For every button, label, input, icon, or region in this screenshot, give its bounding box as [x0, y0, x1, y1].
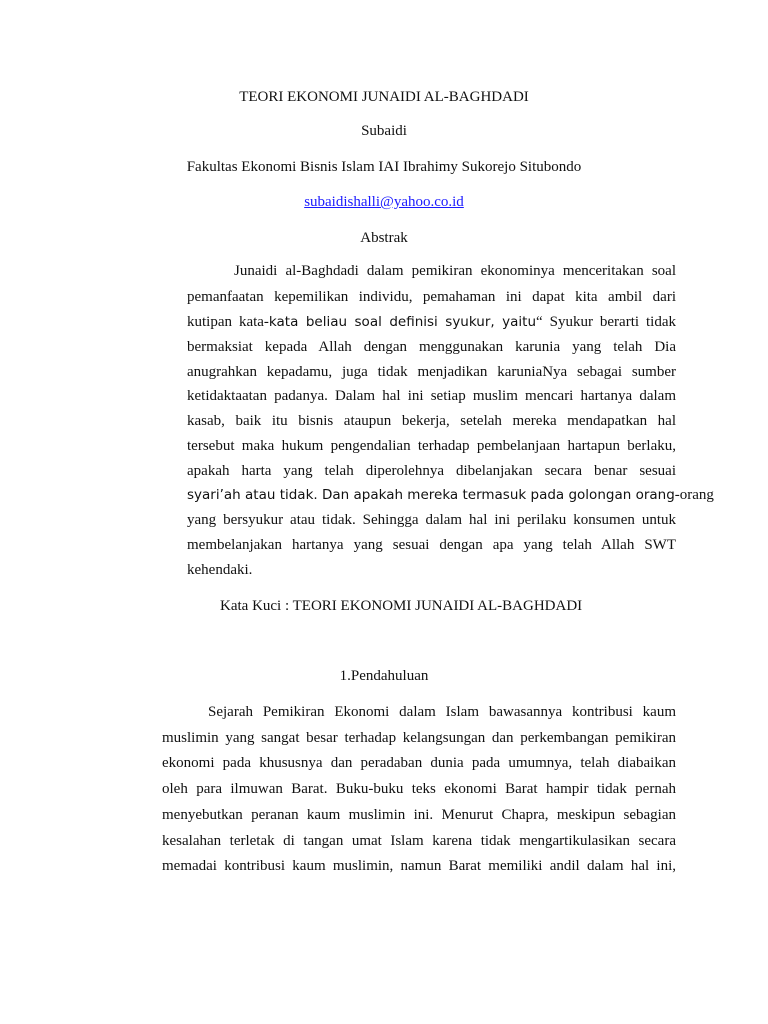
abstract-line: pemanfaatan kepemilikan individu, pemahaman ini dapat kita ambil dari	[187, 289, 676, 305]
abstract-line-part: “ Syukur berarti tidak	[536, 314, 676, 330]
body-line: menyebutkan peranan kaum muslimin ini. Menurut Chapra, meskipun sebagian	[162, 807, 676, 823]
body-line: kesalahan terletak di tangan umat Islam karena tidak mengartikulasikan secara	[162, 833, 676, 849]
abstract-line-part: -orang	[674, 487, 714, 503]
abstract-line: kasab, baik itu bisnis ataupun bekerja, setelah mereka mendapatkan hal	[187, 413, 676, 429]
affiliation: Fakultas Ekonomi Bisnis Islam IAI Ibrahimy Sukorejo Situbondo	[186, 159, 582, 175]
abstract-quote-part: syari’ah atau tidak. Dan apakah mereka termasuk pada golongan orang	[187, 487, 675, 503]
abstract-line	[187, 312, 676, 332]
paper-title: TEORI EKONOMI JUNAIDI AL-BAGHDADI	[239, 89, 529, 105]
body-line: ekonomi pada khususnya dan peradaban dunia pada umumnya, telah diabaikan	[162, 755, 676, 771]
abstract-line: yang bersyukur atau tidak. Sehingga dalam hal ini perilaku konsumen untuk	[187, 512, 676, 528]
abstract-line	[187, 485, 714, 505]
author-name: Subaidi	[361, 123, 407, 139]
keywords: Kata Kuci : TEORI EKONOMI JUNAIDI AL-BAGHDADI	[220, 598, 583, 614]
abstract-line: tersebut maka hukum pengendalian terhadap pembelanjaan hartapun berlaku,	[187, 438, 676, 454]
author-email-link[interactable]: subaidishalli@yahoo.co.id	[304, 194, 464, 210]
abstract-line: kehendaki.	[187, 562, 253, 578]
body-line: memadai kontribusi kaum muslimin, namun Barat memiliki andil dalam hal ini,	[162, 858, 676, 874]
abstract-quote-part: kata beliau soal definisi syukur, yaitu	[268, 314, 537, 330]
abstract-line: Junaidi al-Baghdadi dalam pemikiran ekonominya menceritakan soal	[234, 263, 676, 279]
abstract-heading: Abstrak	[360, 230, 408, 246]
abstract-line: ketidaktaatan padanya. Dalam hal ini setiap muslim mencari hartanya dalam	[187, 388, 676, 404]
abstract-line: apakah harta yang telah diperolehnya dibelanjakan secara benar sesuai	[187, 463, 676, 479]
abstract-line-part: kutipan kata-	[187, 314, 269, 330]
abstract-line: membelanjakan hartanya yang sesuai dengan apa yang telah Allah SWT	[187, 537, 676, 553]
body-line: muslimin yang sangat besar terhadap kelangsungan dan perkembangan pemikiran	[162, 730, 676, 746]
body-line: oleh para ilmuwan Barat. Buku-buku teks ekonomi Barat hampir tidak pernah	[162, 781, 676, 797]
author-email-container	[0, 192, 768, 212]
abstract-line: anugrahkan kepadamu, juga tidak menjadikan karuniaNya sebagai sumber	[187, 364, 676, 380]
body-line: Sejarah Pemikiran Ekonomi dalam Islam bawasannya kontribusi kaum	[208, 704, 676, 720]
abstract-line: bermaksiat kepada Allah dengan menggunakan karunia yang telah Dia	[187, 339, 676, 355]
section-heading: 1.Pendahuluan	[339, 668, 429, 684]
